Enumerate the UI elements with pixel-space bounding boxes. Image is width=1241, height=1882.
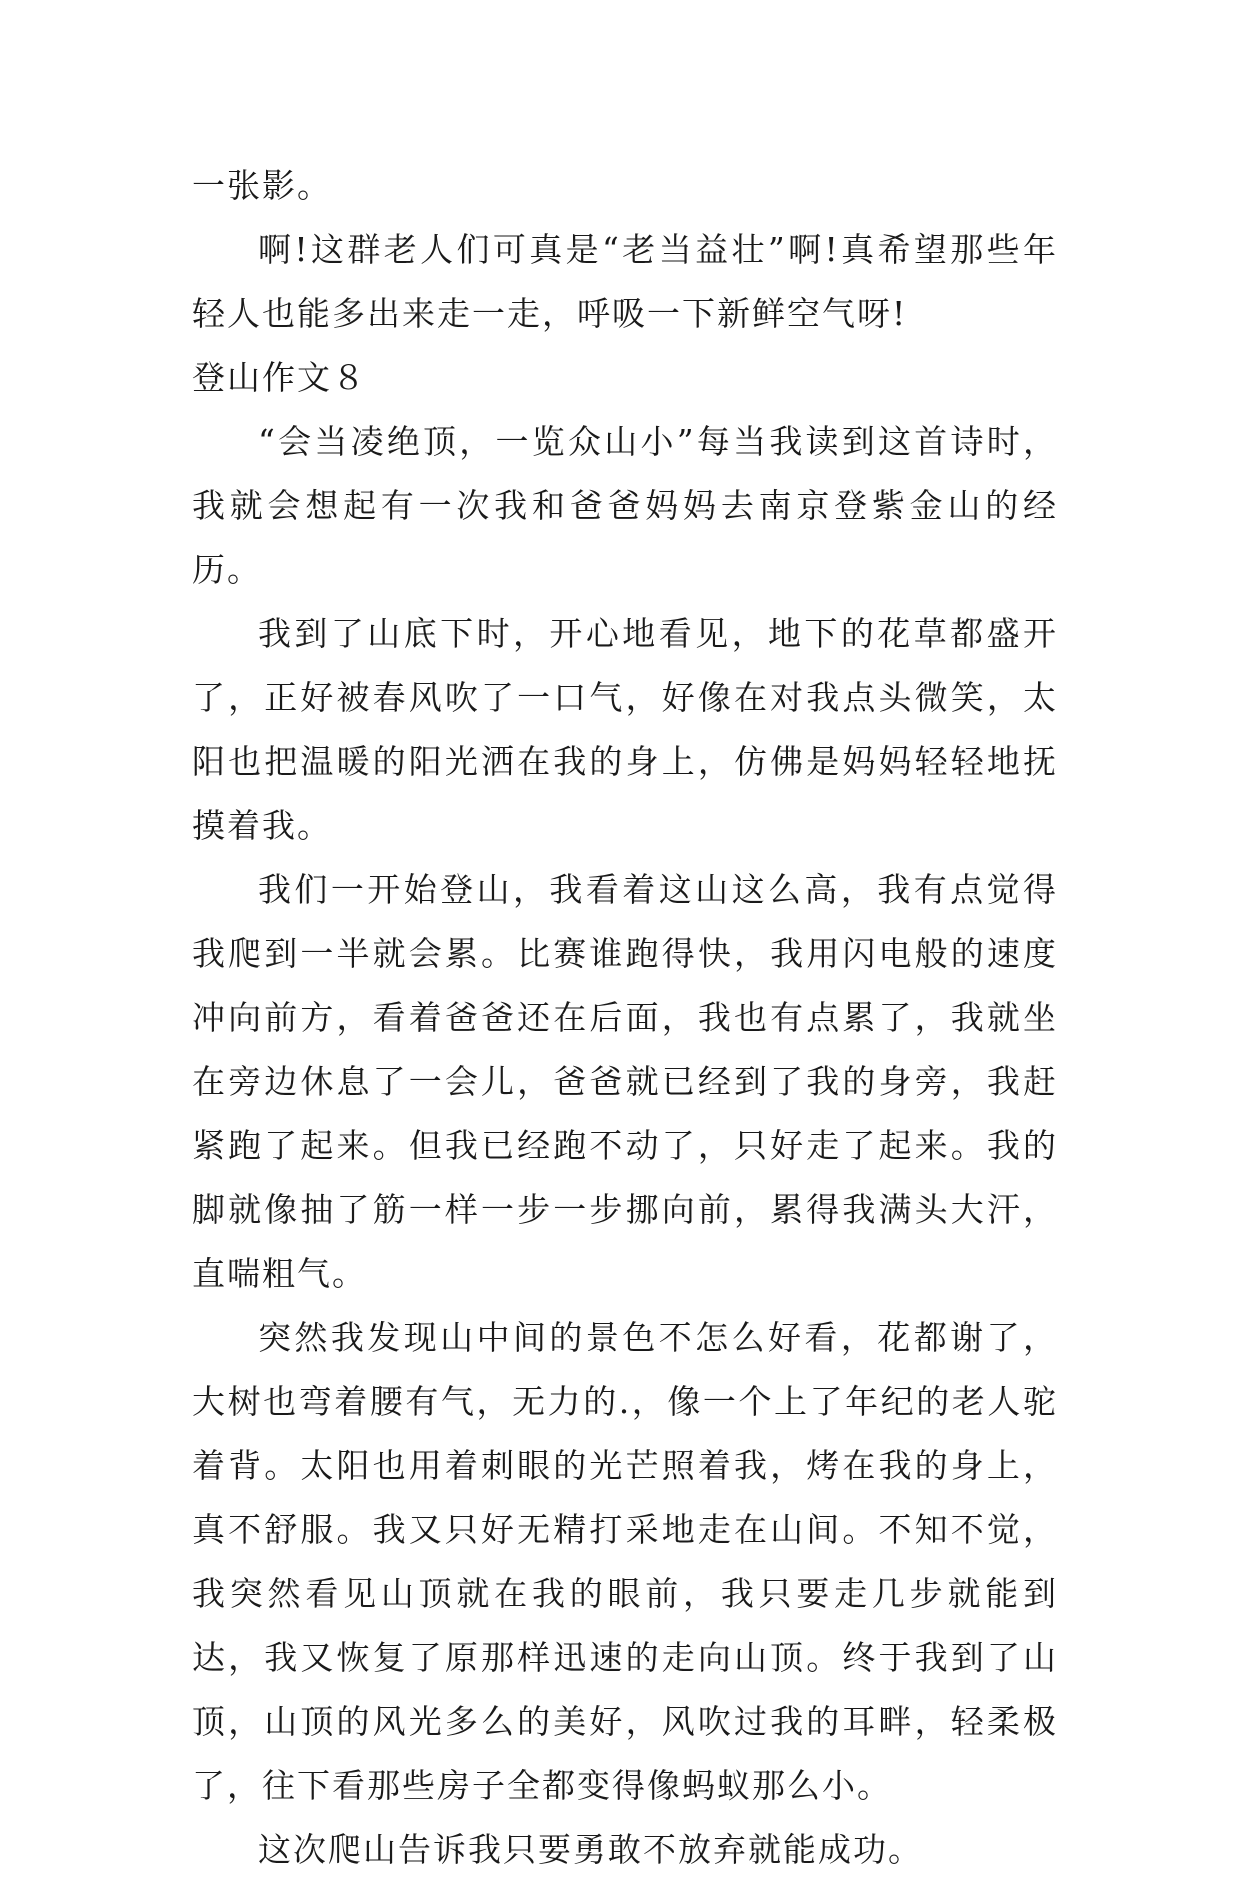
paragraph-elderly-hikers: 啊!这群老人们可真是“老当益壮”啊!真希望那些年轻人也能多出来走一走，呼吸一下新鲜空气呀!	[192, 230, 1058, 333]
section-heading: 登山作文８	[192, 358, 367, 397]
paragraph-fragment: 一张影。	[192, 166, 332, 205]
paragraph-climbing-start: 我们一开始登山，我看着这山这么高，我有点觉得我爬到一半就会累。比赛谁跑得快，我用闪电般的速度冲向前方，看着爸爸还在后面，我也有点累了，我就坐在旁边休息了一会儿，爸爸就已经到了我的身旁，我赶紧跑了起来。但我已经跑不动了，只好走了起来。我的脚就像抽了筋一样一步一步挪向前，累得我满头大汗，直喘粗气。	[192, 870, 1058, 1293]
paragraph-poem-memory: “会当凌绝顶，一览众山小”每当我读到这首诗时，我就会想起有一次我和爸爸妈妈去南京登紫金山的经历。	[192, 422, 1058, 589]
paragraph-mountain-middle: 突然我发现山中间的景色不怎么好看，花都谢了，大树也弯着腰有气，无力的.，像一个上了年纪的老人驼着背。太阳也用着刺眼的光芒照着我，烤在我的身上，真不舒服。我又只好无精打采地走在山间。不知不觉，我突然看见山顶就在我的眼前，我只要走几步就能到达，我又恢复了原那样迅速的走向山顶。终于我到了山顶，山顶的风光多么的美好，风吹过我的耳畔，轻柔极了，往下看那些房子全都变得像蚂蚁那么小。	[192, 1318, 1058, 1805]
document-body	[192, 154, 1058, 1882]
paragraph-mountain-foot: 我到了山底下时，开心地看见，地下的花草都盛开了，正好被春风吹了一口气，好像在对我点头微笑，太阳也把温暖的阳光洒在我的身上，仿佛是妈妈轻轻地抚摸着我。	[192, 614, 1058, 845]
paragraph-conclusion: 这次爬山告诉我只要勇敢不放弃就能成功。	[258, 1830, 923, 1869]
